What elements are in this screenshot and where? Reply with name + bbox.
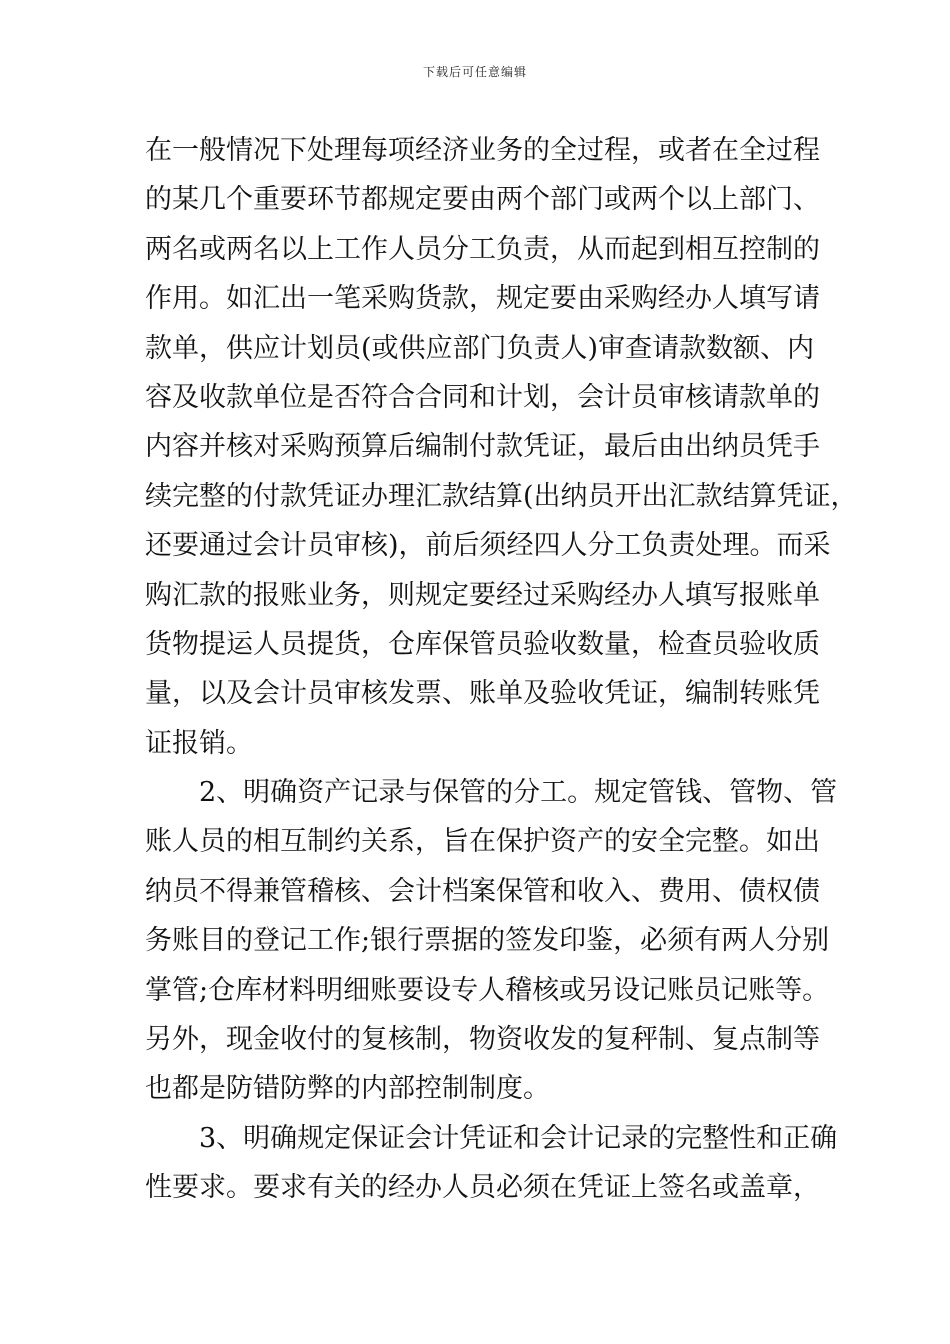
paragraph-1 [145, 126, 858, 768]
paragraph-2 [145, 768, 838, 1114]
text-line: 续完整的付款凭证办理汇款结算(出纳员开出汇款结算凭证， [145, 480, 858, 512]
text-line: 性要求。要求有关的经办人员必须在凭证上签名或盖章， [145, 1172, 820, 1204]
text-line: 内容并核对采购预算后编制付款凭证，最后由出纳员凭手 [145, 431, 820, 463]
text-line: 另外，现金收付的复核制，物资收发的复秤制、复点制等 [145, 1024, 820, 1056]
text-line: 款单，供应计划员(或供应部门负责人)审查请款数额、内 [145, 332, 815, 364]
text-line: 的某几个重要环节都规定要由两个部门或两个以上部门、 [145, 184, 820, 216]
text-line: 3、明确规定保证会计凭证和会计记录的完整性和正确 [199, 1122, 838, 1154]
text-line: 量，以及会计员审核发票、账单及验收凭证，编制转账凭 [145, 678, 820, 710]
document-body [145, 126, 858, 1213]
page-header: 下载后可任意编辑 [422, 65, 527, 79]
text-line: 2、明确资产记录与保管的分工。规定管钱、管物、管 [199, 777, 838, 809]
text-line: 还要通过会计员审核)，前后须经四人分工负责处理。而采 [145, 530, 831, 562]
text-line: 容及收款单位是否符合合同和计划，会计员审核请款单的 [145, 381, 820, 413]
text-line: 在一般情况下处理每项经济业务的全过程，或者在全过程 [145, 135, 820, 166]
text-line: 两名或两名以上工作人员分工负责，从而起到相互控制的 [145, 233, 820, 265]
text-line: 也都是防错防弊的内部控制制度。 [145, 1073, 550, 1105]
text-line: 购汇款的报账业务，则规定要经过采购经办人填写报账单 [145, 579, 820, 611]
text-line: 掌管;仓库材料明细账要设专人稽核或另设记账员记账等。 [145, 974, 830, 1006]
text-line: 纳员不得兼管稽核、会计档案保管和收入、费用、债权债 [145, 875, 820, 907]
paragraph-3 [145, 1114, 838, 1213]
text-line: 作用。如汇出一笔采购货款，规定要由采购经办人填写请 [145, 283, 820, 315]
text-line: 账人员的相互制约关系，旨在保护资产的安全完整。如出 [145, 826, 820, 858]
text-line: 货物提运人员提货，仓库保管员验收数量，检查员验收质 [145, 628, 820, 660]
text-line: 证报销。 [145, 727, 253, 759]
text-line: 务账目的登记工作;银行票据的签发印鉴，必须有两人分别 [145, 925, 830, 957]
